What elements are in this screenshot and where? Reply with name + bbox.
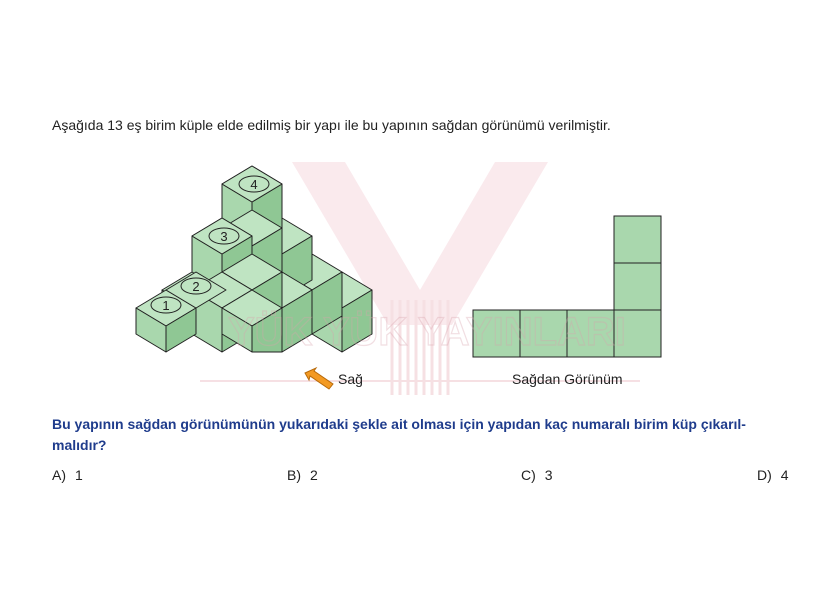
choice-value: 2: [310, 467, 318, 483]
choice-letter: C): [521, 467, 536, 483]
choice-letter: A): [52, 467, 66, 483]
choice-letter: B): [287, 467, 301, 483]
question-text: Bu yapının sağdan görünümünün yukarıdaki şekle ait olması için yapıdan kaç numaralı birim küp çıkarıl-malıdır?: [52, 416, 746, 453]
choice-letter: D): [757, 467, 772, 483]
choice-value: 4: [780, 467, 789, 483]
svg-text:3: 3: [220, 229, 228, 244]
choice-value: 1: [75, 467, 83, 483]
svg-text:2: 2: [192, 279, 200, 294]
watermark-text: [228, 309, 626, 354]
choice-value: 3: [544, 467, 553, 483]
choice-b[interactable]: [287, 467, 318, 483]
svg-text:YÜK YÜK YAYINLARI: YÜK YÜK YAYINLARI: [228, 310, 626, 354]
direction-label: Sağ: [338, 371, 363, 387]
svg-text:4: 4: [250, 177, 258, 192]
right-view-label: Sağdan Görünüm: [512, 371, 623, 387]
choice-a[interactable]: [52, 467, 83, 483]
svg-text:1: 1: [162, 298, 170, 313]
choice-d[interactable]: [757, 467, 789, 483]
choice-c[interactable]: [521, 467, 553, 483]
intro-text: Aşağıda 13 eş birim küple elde edilmiş bir yapı ile bu yapının sağdan görünümü verilmiştir.: [52, 117, 611, 133]
arrow-icon: [305, 368, 333, 389]
